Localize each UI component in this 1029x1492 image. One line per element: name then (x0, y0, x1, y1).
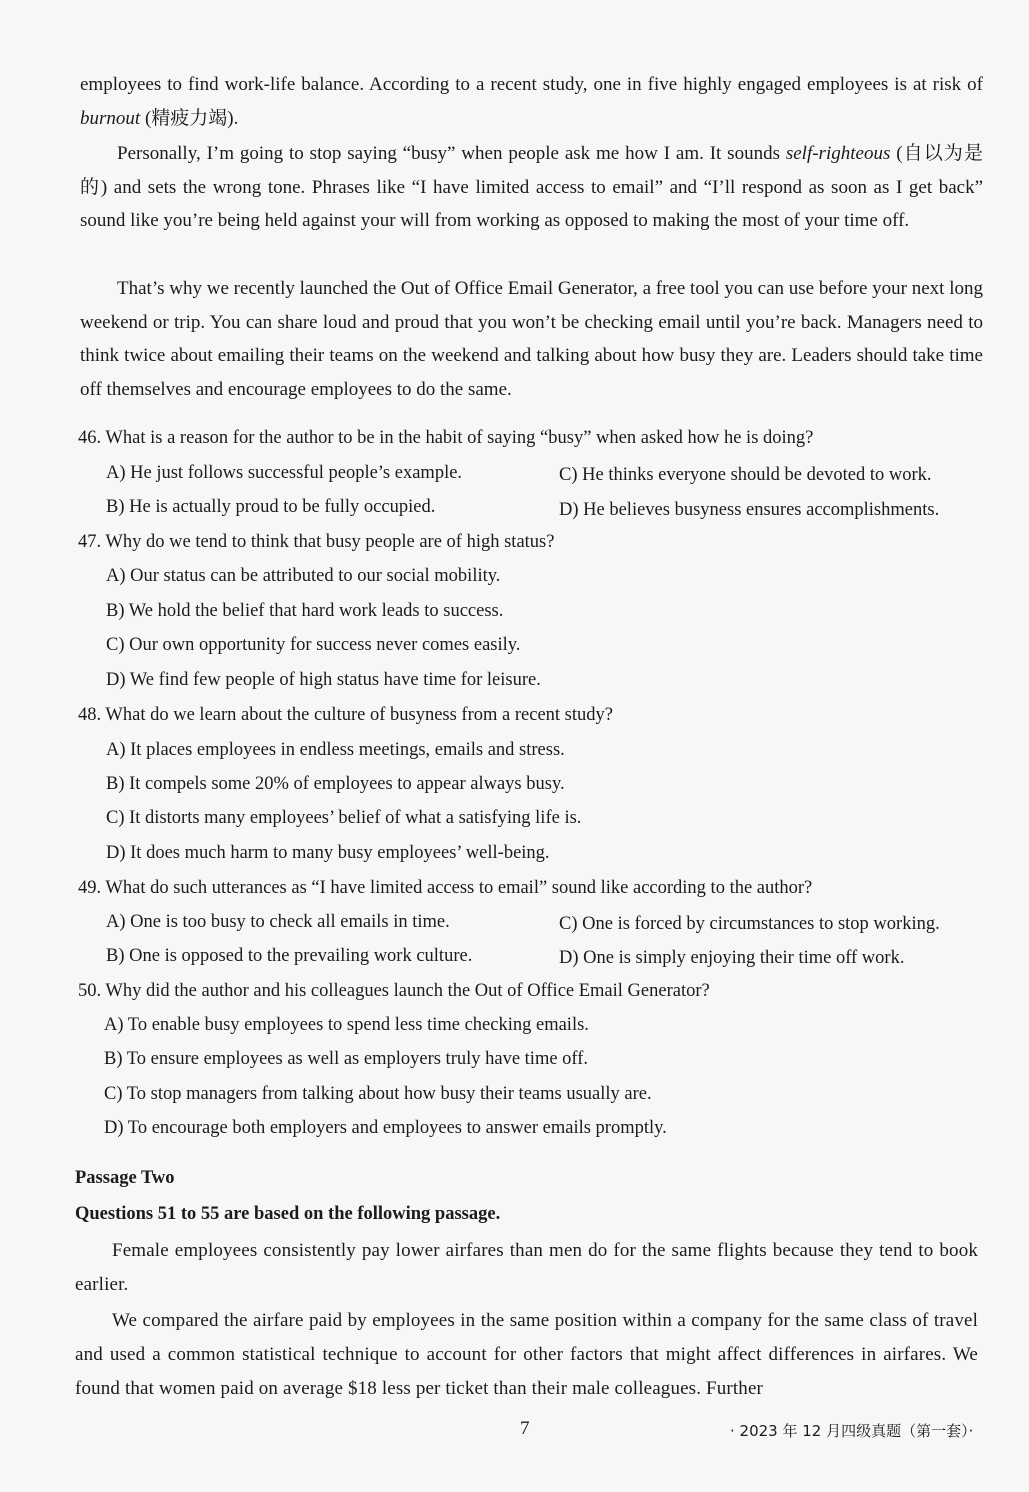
question-50-stem: 50. Why did the author and his colleagues launch the Out of Office Email Generator? (78, 981, 710, 1001)
paragraph-2-text-b: (自以为是的) and sets the wrong tone. Phrases like “I have limited access to email” and “I’ll respond as soon as I get back” sound like you’re being held against your will from working as opposed to making the most of your time off. (80, 143, 983, 231)
question-48-option-a: A) It places employees in endless meetings, emails and stress. (106, 740, 565, 760)
paragraph-2-text-a: Personally, I’m going to stop saying “busy” when people ask me how I am. It sounds (117, 143, 786, 164)
paragraph-1-term: burnout (80, 107, 141, 129)
page-number: 7 (520, 1418, 530, 1439)
question-48-option-c: C) It distorts many employees’ belief of what a satisfying life is. (106, 808, 582, 828)
question-49-option-b: B) One is opposed to the prevailing work culture. (106, 946, 473, 966)
paragraph-1-text-b: (精疲力竭). (140, 107, 239, 129)
question-50-option-c: C) To stop managers from talking about how busy their teams usually are. (104, 1084, 652, 1104)
question-48-stem: 48. What do we learn about the culture of busyness from a recent study? (78, 705, 613, 725)
passage-two-paragraph-2: We compared the airfare paid by employees in the same position within a company for the same class of travel and used a common statistical technique to account for other factors that might affect differences in airfares. We found that women paid on average $18 less per ticket than their male colleagues. Further (75, 1310, 978, 1399)
question-47-stem: 47. Why do we tend to think that busy people are of high status? (78, 532, 555, 552)
question-46-option-b: B) He is actually proud to be fully occupied. (106, 497, 436, 517)
question-47-option-b: B) We hold the belief that hard work leads to success. (106, 601, 504, 621)
paragraph-1-text-a: employees to find work-life balance. According to a recent study, one in five highly engaged employees is at risk of (80, 74, 983, 95)
question-47-option-c: C) Our own opportunity for success never comes easily. (106, 635, 521, 655)
question-47-option-d: D) We find few people of high status have time for leisure. (106, 670, 541, 690)
question-49-option-d: D) One is simply enjoying their time off work. (559, 948, 905, 968)
question-50-option-d: D) To encourage both employers and employees to answer emails promptly. (104, 1118, 667, 1138)
question-46-option-d: D) He believes busyness ensures accomplishments. (559, 500, 940, 520)
question-48-option-d: D) It does much harm to many busy employees’ well-being. (106, 843, 550, 863)
passage-two-paragraph-1: Female employees consistently pay lower airfares than men do for the same flights because they tend to book earlier. (75, 1240, 978, 1295)
passage-two-instruction: Questions 51 to 55 are based on the following passage. (75, 1204, 501, 1224)
paragraph-3: That’s why we recently launched the Out of Office Email Generator, a free tool you can use before your next long weekend or trip. You can share loud and proud that you won’t be checking email until you’re back. Managers need to think twice about emailing their teams on the weekend and talking about how busy they are. Leaders should take time off themselves and encourage employees to do the same. (80, 278, 983, 400)
exam-title: · 2023 年 12 月四级真题（第一套）· (730, 1422, 974, 1440)
paragraph-1 (80, 68, 983, 135)
question-50-option-b: B) To ensure employees as well as employers truly have time off. (104, 1049, 589, 1069)
question-49-stem: 49. What do such utterances as “I have limited access to email” sound like according to the author? (78, 878, 813, 898)
question-46-option-c: C) He thinks everyone should be devoted to work. (559, 465, 932, 485)
paragraph-2-term: self-righteous (785, 143, 891, 164)
passage-two-heading: Passage Two (75, 1168, 175, 1188)
question-49-option-c: C) One is forced by circumstances to stop working. (559, 914, 940, 934)
question-46-stem: 46. What is a reason for the author to be in the habit of saying “busy” when asked how he is doing? (78, 428, 814, 448)
question-47-option-a: A) Our status can be attributed to our social mobility. (106, 566, 501, 586)
question-48-option-b: B) It compels some 20% of employees to appear always busy. (106, 774, 565, 794)
question-50-option-a: A) To enable busy employees to spend less time checking emails. (104, 1015, 589, 1035)
question-49-option-a: A) One is too busy to check all emails in time. (106, 912, 450, 932)
question-46-option-a: A) He just follows successful people’s example. (106, 463, 463, 483)
paragraph-2 (80, 137, 983, 238)
